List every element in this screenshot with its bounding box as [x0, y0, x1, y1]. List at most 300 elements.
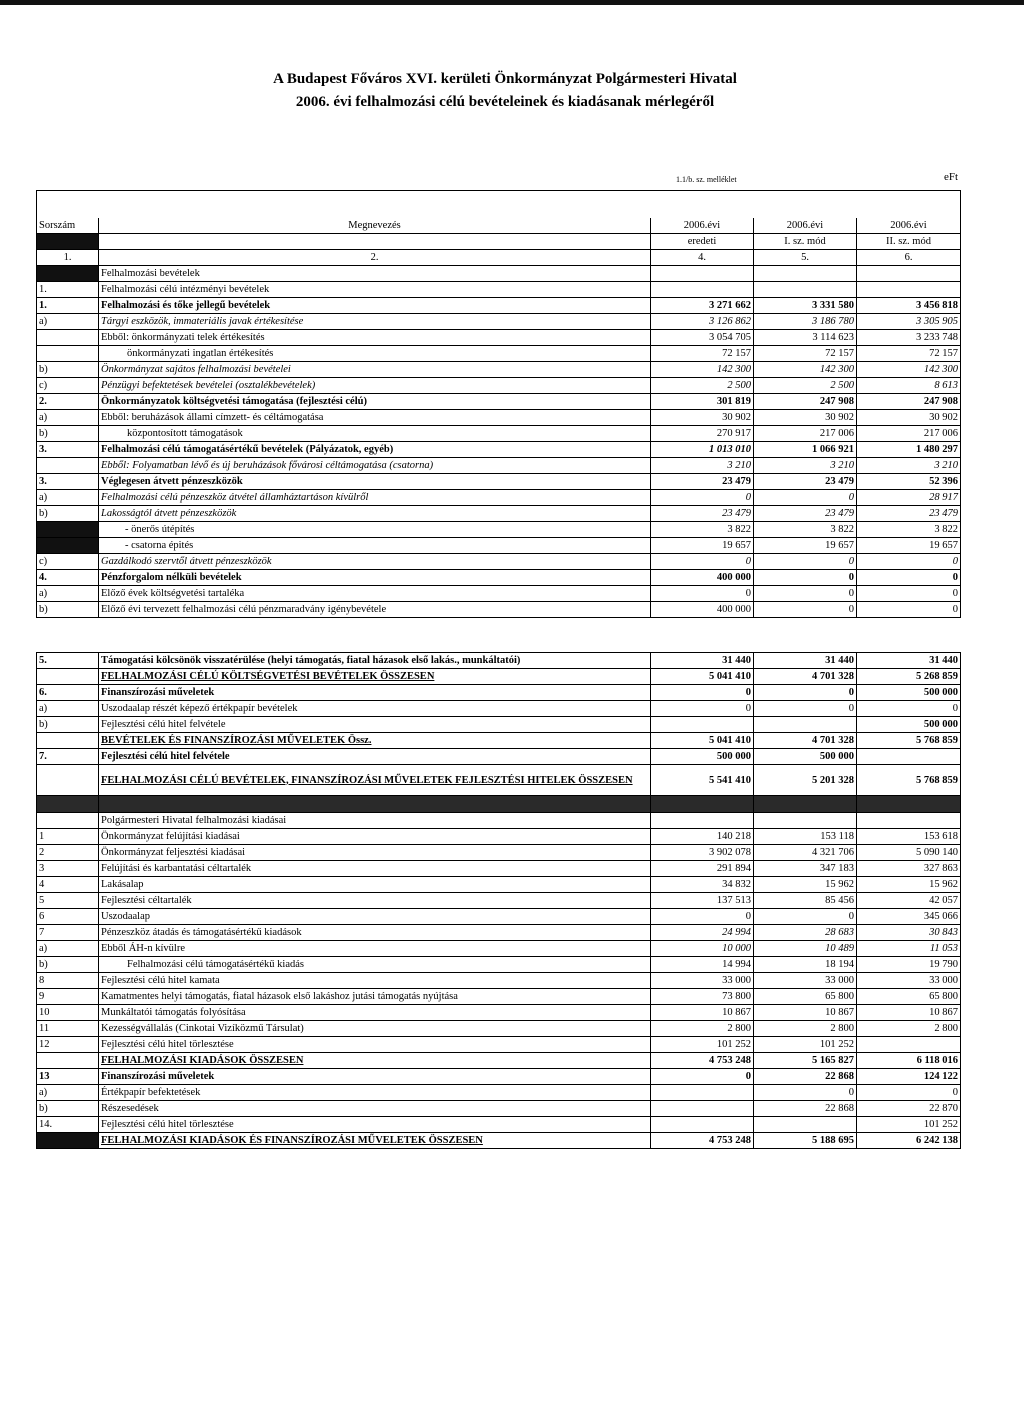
row-value-v3: 142 300	[857, 362, 961, 378]
colnum-1: 1.	[37, 250, 99, 266]
row-value-v3: 19 657	[857, 538, 961, 554]
table-row	[37, 1133, 961, 1149]
row-number: a)	[37, 490, 99, 506]
table-row	[37, 973, 961, 989]
row-value-v1: 23 479	[651, 506, 754, 522]
top-border	[0, 0, 1024, 5]
table-header	[37, 218, 961, 266]
row-number: a)	[37, 701, 99, 717]
row-value-v1: 0	[651, 554, 754, 570]
document-title: A Budapest Főváros XVI. kerületi Önkormányzat Polgármesteri Hivatal	[273, 71, 737, 87]
row-label: FELHALMOZÁSI KIADÁSOK ÉS FINANSZÍROZÁSI MŰVELETEK ÖSSZESEN	[99, 1133, 651, 1149]
row-value-v1: 23 479	[651, 474, 754, 490]
row-number: 4	[37, 877, 99, 893]
table-row	[37, 701, 961, 717]
row-value-v3	[857, 1037, 961, 1053]
row-value-v2: 23 479	[754, 474, 857, 490]
row-value-v2: 0	[754, 586, 857, 602]
row-number	[37, 733, 99, 749]
table-row	[37, 796, 961, 813]
row-value-v2: 85 456	[754, 893, 857, 909]
colnum-4: 5.	[754, 250, 857, 266]
row-value-v2: 65 800	[754, 989, 857, 1005]
row-value-v1: 142 300	[651, 362, 754, 378]
col-mod1-year: 2006.évi	[754, 218, 857, 234]
row-value-v3	[857, 282, 961, 298]
row-number: 10	[37, 1005, 99, 1021]
table-row	[37, 909, 961, 925]
row-number: 7	[37, 925, 99, 941]
row-value-v1: 34 832	[651, 877, 754, 893]
row-value-v1: 31 440	[651, 653, 754, 669]
row-label: BEVÉTELEK ÉS FINANSZÍROZÁSI MŰVELETEK Össz.	[99, 733, 651, 749]
row-number	[37, 1053, 99, 1069]
row-label: Fejlesztési célú hitel kamata	[99, 973, 651, 989]
table-row	[37, 490, 961, 506]
row-number: 1.	[37, 298, 99, 314]
table-row	[37, 1117, 961, 1133]
row-value-v3: 500 000	[857, 717, 961, 733]
table-row	[37, 602, 961, 618]
table-row	[37, 1069, 961, 1085]
row-number: 9	[37, 989, 99, 1005]
row-label: Polgármesteri Hivatal felhalmozási kiadásai	[99, 813, 651, 829]
row-value-v2: 5 201 328	[754, 765, 857, 796]
shaded-separator-cell	[754, 796, 857, 813]
row-value-v3: 28 917	[857, 490, 961, 506]
row-value-v3: 11 053	[857, 941, 961, 957]
row-label: Ebből: önkormányzati telek értékesítés	[99, 330, 651, 346]
row-value-v3	[857, 266, 961, 282]
row-label: Munkáltatói támogatás folyósítása	[99, 1005, 651, 1021]
row-number: 2.	[37, 394, 99, 410]
row-label: Felhalmozási és tőke jellegű bevételek	[99, 298, 651, 314]
colnum-2: 2.	[99, 250, 651, 266]
row-value-v2: 1 066 921	[754, 442, 857, 458]
row-number: a)	[37, 314, 99, 330]
row-value-v2	[754, 813, 857, 829]
row-value-v3: 3 305 905	[857, 314, 961, 330]
row-value-v3: 247 908	[857, 394, 961, 410]
annex-label: 1.1/b. sz. melléklet	[676, 175, 737, 184]
row-value-v2: 2 800	[754, 1021, 857, 1037]
table-row	[37, 410, 961, 426]
row-number: 1	[37, 829, 99, 845]
row-value-v1: 301 819	[651, 394, 754, 410]
row-label: Felhalmozási célú támogatásértékű kiadás	[99, 957, 651, 973]
row-value-v3	[857, 813, 961, 829]
row-label: Kamatmentes helyi támogatás, fiatal házasok első lakáshoz jutási támogatás nyújtása	[99, 989, 651, 1005]
row-value-v1: 10 000	[651, 941, 754, 957]
row-value-v2	[754, 1117, 857, 1133]
row-value-v2: 142 300	[754, 362, 857, 378]
row-value-v3: 10 867	[857, 1005, 961, 1021]
table-row	[37, 394, 961, 410]
row-value-v2: 3 114 623	[754, 330, 857, 346]
row-value-v1: 73 800	[651, 989, 754, 1005]
table-top-frame	[36, 190, 961, 219]
row-number: 3	[37, 861, 99, 877]
row-value-v1: 19 657	[651, 538, 754, 554]
row-label: FELHALMOZÁSI CÉLÚ BEVÉTELEK, FINANSZÍROZÁSI MŰVELETEK FEJLESZTÉSI HITELEK ÖSSZESEN	[99, 765, 651, 796]
row-value-v2: 3 331 580	[754, 298, 857, 314]
table-row	[37, 845, 961, 861]
row-number: a)	[37, 586, 99, 602]
row-value-v2: 10 867	[754, 1005, 857, 1021]
table-row	[37, 893, 961, 909]
row-number: 13	[37, 1069, 99, 1085]
row-number	[37, 330, 99, 346]
row-label: Fejlesztési célú hitel törlesztése	[99, 1037, 651, 1053]
col-mod2-year: 2006.évi	[857, 218, 961, 234]
row-label: Értékpapír befektetések	[99, 1085, 651, 1101]
row-number: b)	[37, 506, 99, 522]
budget-table	[36, 218, 961, 1149]
col-eredeti: eredeti	[651, 234, 754, 250]
row-value-v1: 101 252	[651, 1037, 754, 1053]
document-subtitle: 2006. évi felhalmozási célú bevételeinek és kiadásanak mérlegéről	[295, 94, 715, 110]
table-row	[37, 458, 961, 474]
row-label: Felújítási és karbantatási céltartalék	[99, 861, 651, 877]
row-label: önkormányzati ingatlan értékesítés	[99, 346, 651, 362]
table-row	[37, 506, 961, 522]
row-value-v1: 3 210	[651, 458, 754, 474]
table-row	[37, 1053, 961, 1069]
table-row	[37, 829, 961, 845]
row-value-v1: 4 753 248	[651, 1133, 754, 1149]
row-number: 3.	[37, 442, 99, 458]
table-row	[37, 669, 961, 685]
row-value-v3: 6 242 138	[857, 1133, 961, 1149]
row-number	[37, 522, 99, 538]
row-label: Felhalmozási célú támogatásértékű bevételek (Pályázatok, egyéb)	[99, 442, 651, 458]
row-number: 3.	[37, 474, 99, 490]
row-value-v1	[651, 717, 754, 733]
row-value-v1: 270 917	[651, 426, 754, 442]
row-value-v1: 3 902 078	[651, 845, 754, 861]
row-value-v2: 22 868	[754, 1101, 857, 1117]
row-value-v3: 30 902	[857, 410, 961, 426]
row-label: Pénzeszköz átadás és támogatásértékű kiadások	[99, 925, 651, 941]
unit-label: eFt	[944, 171, 959, 183]
row-number: 6.	[37, 685, 99, 701]
row-label: Kezességvállalás (Cinkotai Vizíközmű Társulat)	[99, 1021, 651, 1037]
row-value-v1: 137 513	[651, 893, 754, 909]
row-label: Finanszírozási műveletek	[99, 1069, 651, 1085]
row-value-v3: 101 252	[857, 1117, 961, 1133]
row-label: FELHALMOZÁSI CÉLÚ KÖLTSÉGVETÉSI BEVÉTELEK ÖSSZESEN	[99, 669, 651, 685]
row-number: b)	[37, 362, 99, 378]
row-label: Ebből: beruházások állami címzett- és céltámogatása	[99, 410, 651, 426]
table-row	[37, 330, 961, 346]
row-value-v3: 0	[857, 602, 961, 618]
row-value-v3: 5 090 140	[857, 845, 961, 861]
table-row	[37, 957, 961, 973]
row-number: a)	[37, 941, 99, 957]
row-label: - önerős útépítés	[99, 522, 651, 538]
row-number: 12	[37, 1037, 99, 1053]
row-value-v1	[651, 1101, 754, 1117]
row-value-v3: 5 268 859	[857, 669, 961, 685]
row-value-v1: 5 041 410	[651, 733, 754, 749]
row-value-v3: 23 479	[857, 506, 961, 522]
row-value-v2: 2 500	[754, 378, 857, 394]
table-row	[37, 378, 961, 394]
table-body	[37, 266, 961, 1149]
row-value-v3: 3 233 748	[857, 330, 961, 346]
row-label: Tárgyi eszközök, immateriális javak értékesítése	[99, 314, 651, 330]
row-label: Gazdálkodó szervtől átvett pénzeszközök	[99, 554, 651, 570]
row-value-v1: 2 800	[651, 1021, 754, 1037]
table-row	[37, 442, 961, 458]
row-value-v2	[754, 282, 857, 298]
col-mod1: I. sz. mód	[754, 234, 857, 250]
table-row	[37, 618, 961, 653]
row-label: Támogatási kölcsönök visszatérülése (helyi támogatás, fiatal házasok első lakás., munkáltatói)	[99, 653, 651, 669]
row-number: b)	[37, 1101, 99, 1117]
table-row	[37, 877, 961, 893]
row-value-v3: 6 118 016	[857, 1053, 961, 1069]
row-value-v1: 14 994	[651, 957, 754, 973]
row-value-v3: 3 456 818	[857, 298, 961, 314]
row-value-v2: 0	[754, 909, 857, 925]
table-row	[37, 474, 961, 490]
table-row	[37, 426, 961, 442]
row-value-v1: 4 753 248	[651, 1053, 754, 1069]
row-value-v2: 0	[754, 1085, 857, 1101]
table-row	[37, 861, 961, 877]
row-value-v1: 0	[651, 909, 754, 925]
row-value-v2: 33 000	[754, 973, 857, 989]
row-label: Pénzforgalom nélküli bevételek	[99, 570, 651, 586]
row-value-v3: 33 000	[857, 973, 961, 989]
row-value-v3: 5 768 859	[857, 733, 961, 749]
row-value-v3: 22 870	[857, 1101, 961, 1117]
row-number: b)	[37, 602, 99, 618]
row-label: Fejlesztési céltartalék	[99, 893, 651, 909]
table-row	[37, 717, 961, 733]
row-value-v2: 30 902	[754, 410, 857, 426]
row-value-v2: 247 908	[754, 394, 857, 410]
row-value-v1: 5 541 410	[651, 765, 754, 796]
row-label: Önkormányzatok költségvetési támogatása (fejlesztési célú)	[99, 394, 651, 410]
table-row	[37, 298, 961, 314]
row-value-v2: 4 701 328	[754, 733, 857, 749]
row-label: Felhalmozási bevételek	[99, 266, 651, 282]
row-label: Előző évek költségvetési tartaléka	[99, 586, 651, 602]
row-value-v2: 28 683	[754, 925, 857, 941]
table-row	[37, 1037, 961, 1053]
row-value-v2: 5 165 827	[754, 1053, 857, 1069]
row-value-v1	[651, 1085, 754, 1101]
row-label: Fejlesztési célú hitel felvétele	[99, 717, 651, 733]
row-label: FELHALMOZÁSI KIADÁSOK ÖSSZESEN	[99, 1053, 651, 1069]
row-label: Felhalmozási célú pénzeszköz átvétel államháztartáson kívülről	[99, 490, 651, 506]
row-value-v3: 65 800	[857, 989, 961, 1005]
row-value-v1	[651, 1117, 754, 1133]
row-value-v2: 3 210	[754, 458, 857, 474]
table-row	[37, 282, 961, 298]
row-value-v1: 291 894	[651, 861, 754, 877]
row-value-v2: 217 006	[754, 426, 857, 442]
row-value-v1: 140 218	[651, 829, 754, 845]
row-value-v2: 31 440	[754, 653, 857, 669]
row-number: b)	[37, 426, 99, 442]
row-value-v3: 3 210	[857, 458, 961, 474]
row-value-v3: 72 157	[857, 346, 961, 362]
row-label: Részesedések	[99, 1101, 651, 1117]
row-label: Lakásalap	[99, 877, 651, 893]
header-black-cell	[37, 234, 99, 250]
row-number: b)	[37, 957, 99, 973]
row-number: 5.	[37, 653, 99, 669]
table-row	[37, 554, 961, 570]
row-value-v1: 400 000	[651, 570, 754, 586]
row-value-v1: 10 867	[651, 1005, 754, 1021]
row-value-v2: 10 489	[754, 941, 857, 957]
table-row	[37, 522, 961, 538]
row-value-v3: 5 768 859	[857, 765, 961, 796]
row-value-v3: 15 962	[857, 877, 961, 893]
table-row	[37, 346, 961, 362]
row-value-v1: 33 000	[651, 973, 754, 989]
row-value-v3: 8 613	[857, 378, 961, 394]
table-row	[37, 1005, 961, 1021]
col-megnevezes: Megnevezés	[99, 218, 651, 234]
row-value-v2	[754, 717, 857, 733]
row-value-v1: 72 157	[651, 346, 754, 362]
row-value-v1: 3 271 662	[651, 298, 754, 314]
row-label: Lakosságtól átvett pénzeszközök	[99, 506, 651, 522]
row-value-v3: 0	[857, 1085, 961, 1101]
row-value-v1: 0	[651, 1069, 754, 1085]
row-value-v2: 500 000	[754, 749, 857, 765]
table-row	[37, 314, 961, 330]
row-value-v2: 153 118	[754, 829, 857, 845]
row-label: Uszodaalap	[99, 909, 651, 925]
row-value-v1: 500 000	[651, 749, 754, 765]
row-value-v3: 1 480 297	[857, 442, 961, 458]
row-number	[37, 669, 99, 685]
table-row	[37, 989, 961, 1005]
row-value-v1: 30 902	[651, 410, 754, 426]
table-row	[37, 266, 961, 282]
table-row	[37, 749, 961, 765]
row-value-v1: 1 013 010	[651, 442, 754, 458]
row-value-v3: 124 122	[857, 1069, 961, 1085]
row-label: Önkormányzat felújítási kiadásai	[99, 829, 651, 845]
row-value-v1: 3 822	[651, 522, 754, 538]
row-value-v3: 0	[857, 586, 961, 602]
row-number	[37, 765, 99, 796]
row-number: 7.	[37, 749, 99, 765]
row-number: 5	[37, 893, 99, 909]
row-value-v2: 3 822	[754, 522, 857, 538]
row-number	[37, 346, 99, 362]
table-row	[37, 925, 961, 941]
row-label: Felhalmozási célú intézményi bevételek	[99, 282, 651, 298]
row-value-v2	[754, 266, 857, 282]
row-number: 8	[37, 973, 99, 989]
row-value-v2: 72 157	[754, 346, 857, 362]
row-number: b)	[37, 717, 99, 733]
row-label: Pénzügyi befektetések bevételei (osztalékbevételek)	[99, 378, 651, 394]
row-number	[37, 458, 99, 474]
table-row	[37, 941, 961, 957]
row-value-v3: 345 066	[857, 909, 961, 925]
row-value-v1: 3 126 862	[651, 314, 754, 330]
row-value-v3: 217 006	[857, 426, 961, 442]
table-row	[37, 1021, 961, 1037]
row-value-v3: 42 057	[857, 893, 961, 909]
row-number	[37, 266, 99, 282]
colnum-5: 6.	[857, 250, 961, 266]
row-label: Ebből: Folyamatban lévő és új beruházások fővárosi céltámogatása (csatorna)	[99, 458, 651, 474]
row-value-v3: 0	[857, 701, 961, 717]
row-number	[37, 538, 99, 554]
shaded-separator-cell	[857, 796, 961, 813]
row-value-v1: 0	[651, 586, 754, 602]
colnum-3: 4.	[651, 250, 754, 266]
row-number: a)	[37, 410, 99, 426]
row-value-v2: 3 186 780	[754, 314, 857, 330]
row-label: - csatorna épités	[99, 538, 651, 554]
row-value-v2: 0	[754, 701, 857, 717]
row-value-v1: 0	[651, 701, 754, 717]
row-value-v3: 3 822	[857, 522, 961, 538]
table-row	[37, 733, 961, 749]
row-label: Önkormányzat feljesztési kiadásai	[99, 845, 651, 861]
row-label: Előző évi tervezett felhalmozási célú pénzmaradvány igénybevétele	[99, 602, 651, 618]
row-number: 1.	[37, 282, 99, 298]
row-number: 6	[37, 909, 99, 925]
col-eredeti-year: 2006.évi	[651, 218, 754, 234]
row-label: Véglegesen átvett pénzeszközök	[99, 474, 651, 490]
row-number: c)	[37, 554, 99, 570]
row-value-v1	[651, 282, 754, 298]
row-value-v2: 347 183	[754, 861, 857, 877]
row-value-v2: 0	[754, 602, 857, 618]
table-row	[37, 813, 961, 829]
row-value-v2: 0	[754, 570, 857, 586]
shaded-separator-cell	[651, 796, 754, 813]
row-value-v2: 23 479	[754, 506, 857, 522]
row-number: a)	[37, 1085, 99, 1101]
row-number: c)	[37, 378, 99, 394]
row-number: 2	[37, 845, 99, 861]
col-sorszam: Sorszám	[37, 218, 99, 234]
row-value-v2: 4 321 706	[754, 845, 857, 861]
row-value-v2: 18 194	[754, 957, 857, 973]
row-value-v1: 2 500	[651, 378, 754, 394]
row-value-v3	[857, 749, 961, 765]
row-value-v2: 0	[754, 490, 857, 506]
row-label: Fejlesztési célú hitel felvétele	[99, 749, 651, 765]
row-value-v1: 0	[651, 490, 754, 506]
row-value-v2: 15 962	[754, 877, 857, 893]
row-label: Uszodaalap részét képező értékpapír bevételek	[99, 701, 651, 717]
row-value-v3: 2 800	[857, 1021, 961, 1037]
row-value-v2: 0	[754, 685, 857, 701]
row-value-v2: 22 868	[754, 1069, 857, 1085]
row-value-v3: 500 000	[857, 685, 961, 701]
row-value-v1	[651, 266, 754, 282]
row-value-v2: 4 701 328	[754, 669, 857, 685]
row-value-v3: 153 618	[857, 829, 961, 845]
row-value-v2: 0	[754, 554, 857, 570]
table-row	[37, 570, 961, 586]
row-number: 14.	[37, 1117, 99, 1133]
